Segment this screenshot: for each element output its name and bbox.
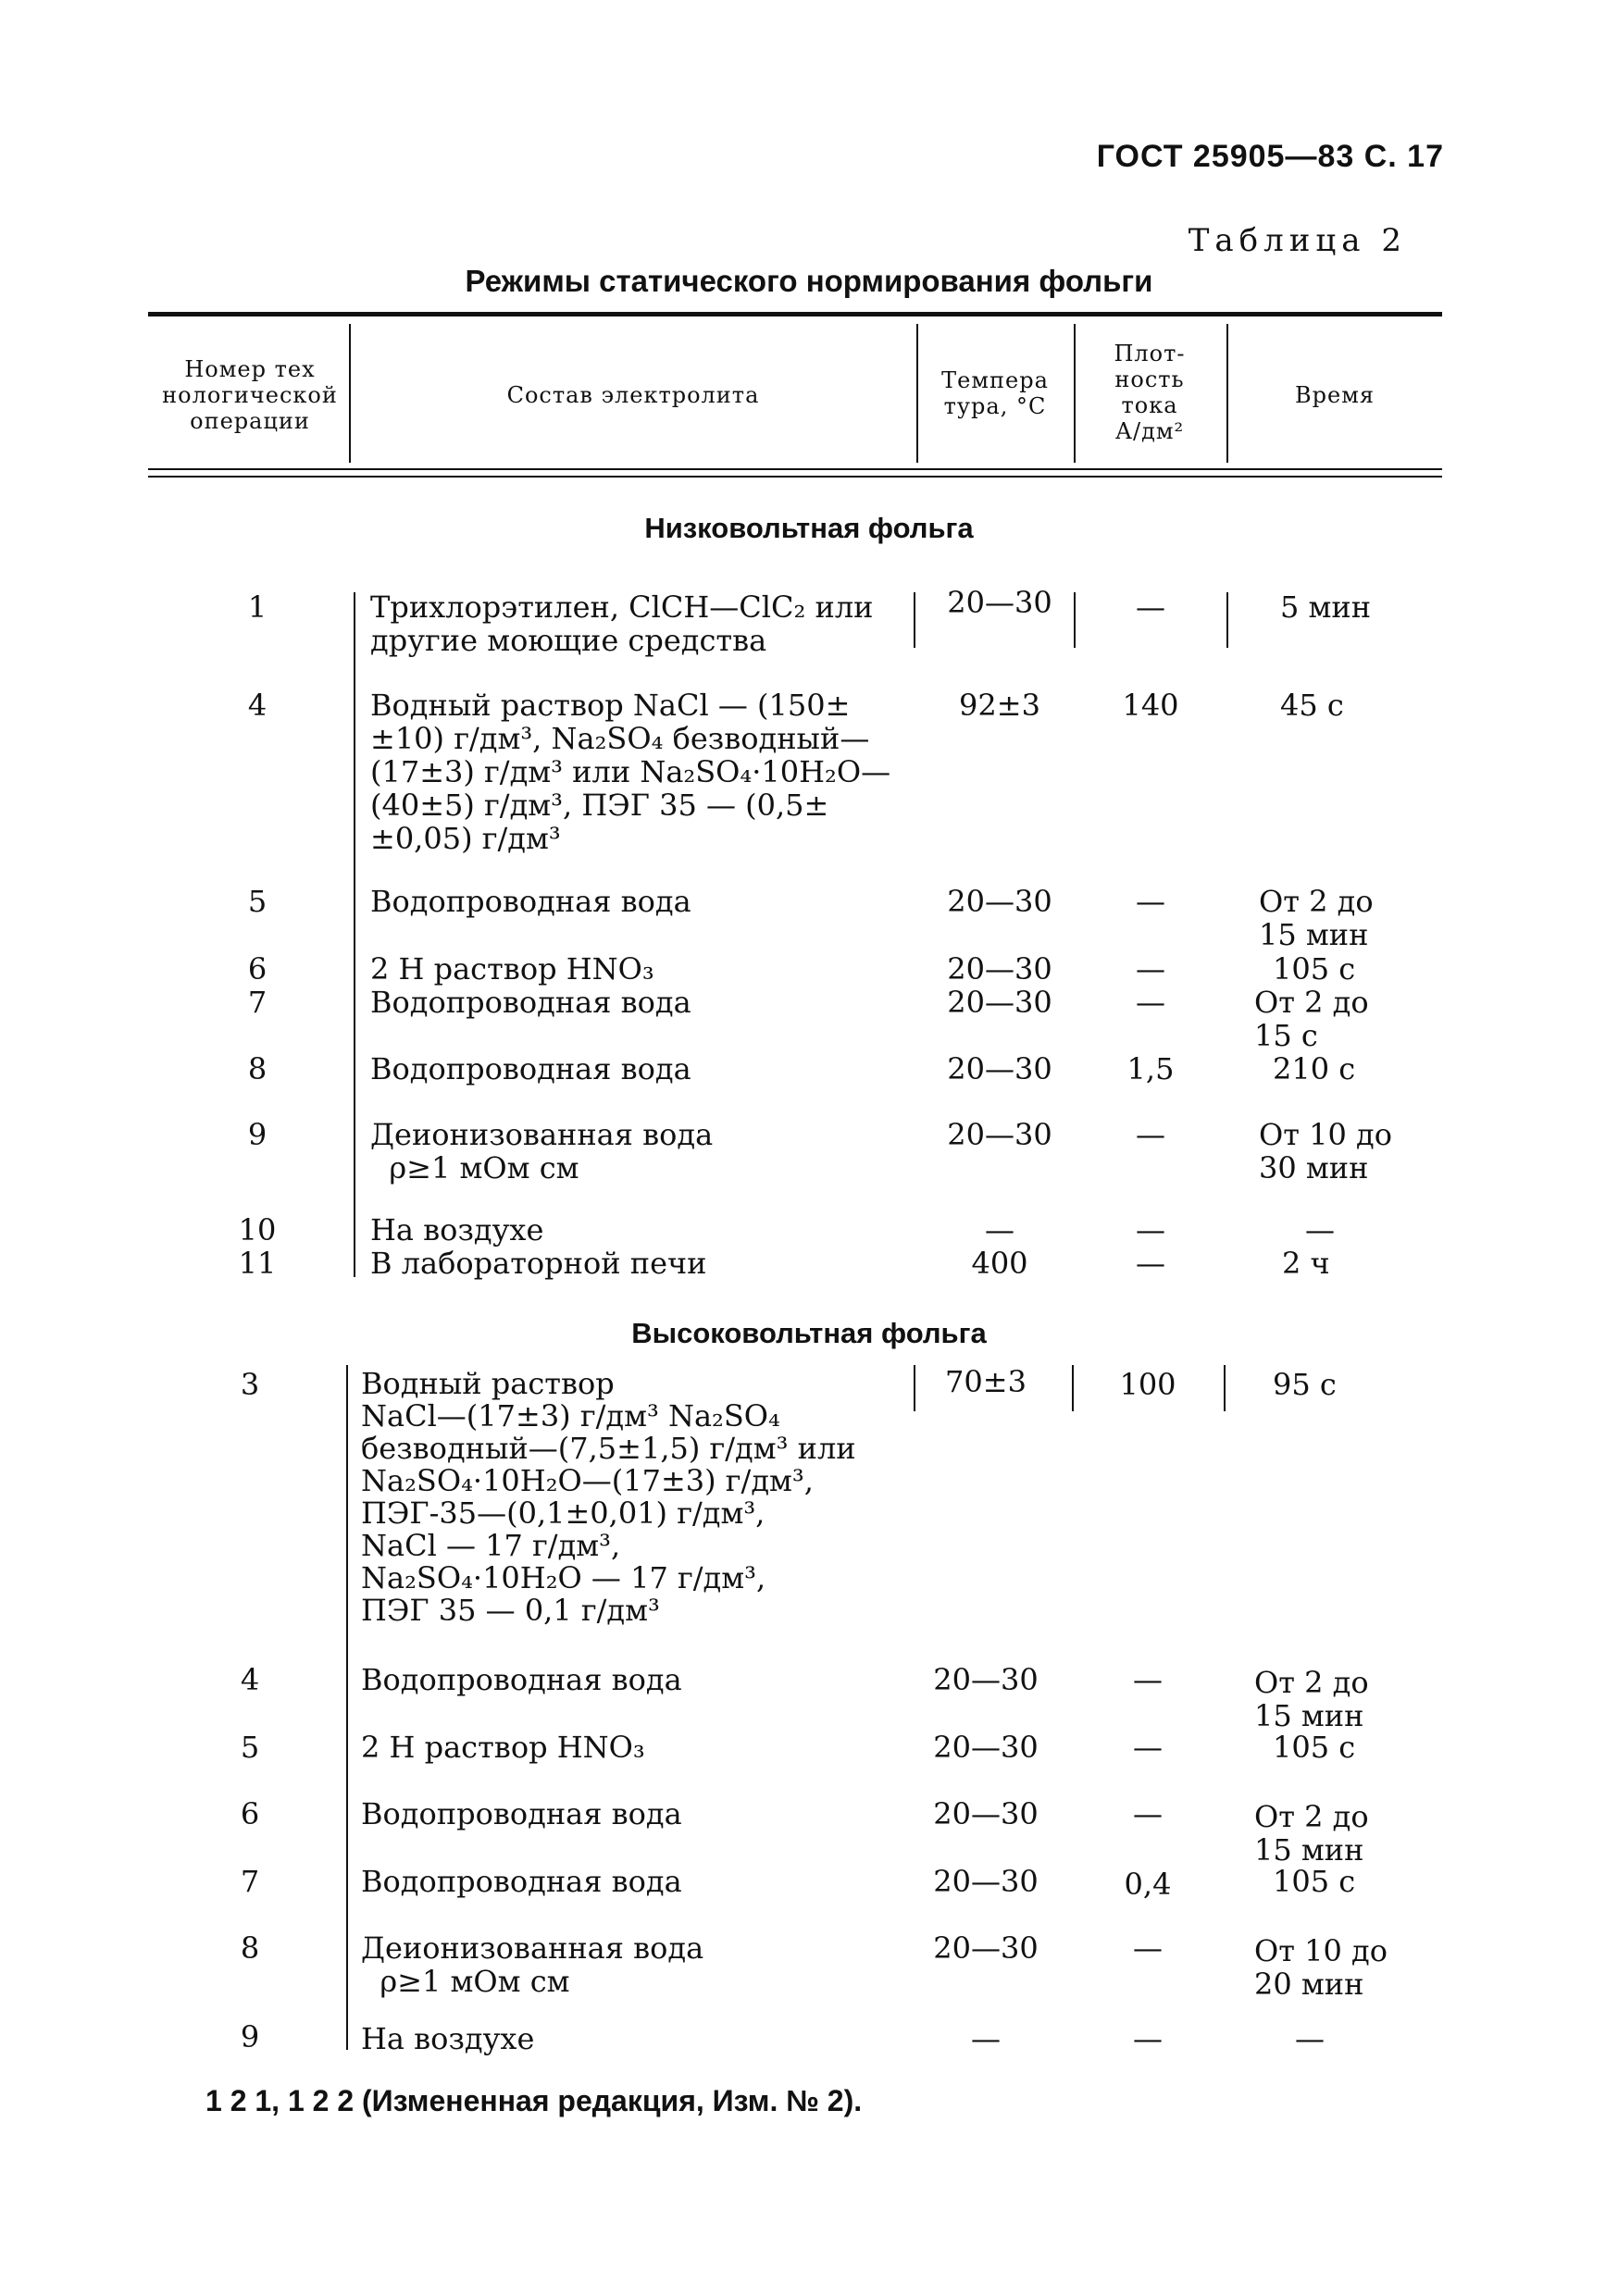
temperature-cell: — (971, 2021, 1001, 2056)
density-cell: 100 (1119, 1367, 1176, 1402)
temperature-cell: 20—30 (947, 884, 1052, 919)
header-divider (1226, 324, 1228, 463)
time-cell: От 2 до 15 с (1254, 985, 1369, 1053)
time-cell: — (1305, 1212, 1335, 1247)
temperature-cell: 20—30 (933, 1662, 1039, 1697)
table-label: Таблица 2 (1188, 222, 1407, 259)
composition-cell: Водопроводная вода (370, 985, 691, 1020)
composition-cell: На воздухе (370, 1212, 544, 1247)
composition-cell: В лабораторной печи (370, 1246, 707, 1281)
operation-number: 10 (238, 1212, 277, 1247)
density-cell: — (1136, 1246, 1165, 1281)
operation-number: 6 (240, 1796, 260, 1831)
density-cell: — (1136, 884, 1165, 919)
density-cell: — (1133, 1796, 1163, 1831)
density-cell: — (1136, 951, 1165, 987)
operation-number: 7 (240, 1864, 260, 1899)
time-cell: — (1295, 2021, 1325, 2056)
time-cell: 45 с (1280, 688, 1344, 723)
time-cell: 95 с (1273, 1367, 1337, 1402)
composition-cell: Трихлорэтилен, ClCH—ClC₂ или другие моющие средства (370, 590, 874, 658)
operation-number: 9 (240, 2019, 260, 2054)
time-cell: 2 ч (1282, 1246, 1330, 1281)
operation-number: 4 (247, 688, 268, 723)
operation-number: 7 (247, 985, 268, 1020)
temperature-cell: 20—30 (947, 951, 1052, 987)
header-divider (349, 324, 351, 463)
col-header-time: Время (1294, 382, 1375, 408)
composition-cell: 2 Н раствор HNO₃ (370, 951, 654, 987)
amendment-note: 1 2 1, 1 2 2 (Измененная редакция, Изм. № 2). (205, 2084, 863, 2117)
body-divider (354, 592, 355, 1277)
temperature-cell: 20—30 (947, 985, 1052, 1020)
time-cell: 105 с (1273, 1864, 1356, 1899)
col-header-temperature: Темпера тура, °С (941, 367, 1049, 419)
temperature-cell: 20—30 (933, 1796, 1039, 1831)
composition-cell: Водный раствор NaCl — (150± ±10) г/дм³, Na₂SO₄ безводный— (17±3) г/дм³ или Na₂SO₄·10H₂O— (40±5) г/дм³, ПЭГ 35 — (0,5± ±0,05) г/дм³ (370, 688, 891, 856)
body-divider (1072, 1365, 1074, 1411)
density-cell: — (1133, 1662, 1163, 1697)
density-cell: 0,4 (1124, 1867, 1172, 1902)
temperature-cell: 20—30 (933, 1930, 1039, 1966)
temperature-cell: 20—30 (947, 585, 1052, 620)
time-cell: 105 с (1273, 1730, 1356, 1765)
col-header-current-density: Плот- ность тока А/дм² (1114, 341, 1186, 444)
temperature-cell: 20—30 (933, 1730, 1039, 1765)
operation-number: 11 (238, 1246, 277, 1281)
operation-number: 8 (247, 1051, 268, 1086)
density-cell: — (1136, 1212, 1165, 1247)
time-cell: 105 с (1273, 951, 1356, 987)
operation-number: 3 (240, 1367, 260, 1402)
operation-number: 4 (240, 1662, 260, 1697)
time-cell: От 2 до 15 мин (1254, 1665, 1369, 1733)
time-cell: От 2 до 15 мин (1259, 884, 1374, 952)
density-cell: — (1133, 1930, 1163, 1966)
time-cell: От 10 до 20 мин (1254, 1933, 1388, 2002)
section-title: Низковольтная фольга (644, 512, 974, 544)
density-cell: — (1136, 590, 1165, 625)
density-cell: — (1136, 1117, 1165, 1152)
temperature-cell: — (985, 1212, 1014, 1247)
body-divider (1074, 592, 1076, 648)
operation-number: 6 (247, 951, 268, 987)
composition-cell: Водный раствор NaCl—(17±3) г/дм³ Na₂SO₄ безводный—(7,5±1,5) г/дм³ или Na₂SO₄·10H₂O—(17±3) г/дм³, ПЭГ-35—(0,1±0,01) г/дм³, NaCl — 17 г/дм³, Na₂SO₄·10H₂O — 17 г/дм³, ПЭГ 35 — 0,1 г/дм³ (361, 1366, 856, 1628)
temperature-cell: 20—30 (933, 1864, 1039, 1899)
composition-cell: Водопроводная вода (370, 1051, 691, 1086)
gost-reference: ГОСТ 25905—83 С. 17 (1096, 139, 1444, 174)
temperature-cell: 20—30 (947, 1117, 1052, 1152)
header-bottom-rule (148, 468, 1442, 470)
composition-cell: Водопроводная вода (361, 1864, 682, 1899)
composition-cell: 2 Н раствор HNO₃ (361, 1730, 645, 1765)
temperature-cell: 400 (971, 1246, 1028, 1281)
header-bottom-rule-2 (148, 476, 1442, 478)
temperature-cell: 20—30 (947, 1051, 1052, 1086)
density-cell: — (1136, 985, 1165, 1020)
operation-number: 8 (240, 1930, 260, 1966)
body-divider (346, 1365, 348, 2050)
operation-number: 5 (247, 884, 268, 919)
composition-cell: Водопроводная вода (370, 884, 691, 919)
body-divider (1224, 1365, 1226, 1411)
composition-cell: Водопроводная вода (361, 1796, 682, 1831)
time-cell: От 2 до 15 мин (1254, 1799, 1369, 1868)
composition-cell: Деионизованная вода ρ≥1 мОм см (361, 1930, 704, 1999)
table-top-rule (148, 312, 1442, 316)
time-cell: 210 с (1273, 1051, 1356, 1086)
operation-number: 1 (247, 590, 268, 625)
operation-number: 5 (240, 1730, 260, 1765)
body-divider (914, 592, 915, 648)
temperature-cell: 92±3 (959, 688, 1040, 723)
density-cell: — (1133, 2021, 1163, 2056)
body-divider (1226, 592, 1228, 648)
density-cell: 140 (1122, 688, 1179, 723)
composition-cell: Водопроводная вода (361, 1662, 682, 1697)
operation-number: 9 (247, 1117, 268, 1152)
col-header-composition: Состав электролита (506, 382, 760, 408)
time-cell: 5 мин (1280, 590, 1372, 625)
col-header-number: Номер тех нологической операции (162, 356, 338, 434)
composition-cell: Деионизованная вода ρ≥1 мОм см (370, 1117, 714, 1185)
composition-cell: На воздухе (361, 2021, 535, 2056)
section-title: Высоковольтная фольга (631, 1317, 987, 1349)
time-cell: От 10 до 30 мин (1259, 1117, 1392, 1185)
density-cell: 1,5 (1126, 1051, 1175, 1086)
density-cell: — (1133, 1730, 1163, 1765)
temperature-cell: 70±3 (945, 1364, 1027, 1399)
table-caption: Режимы статического нормирования фольги (465, 264, 1153, 298)
